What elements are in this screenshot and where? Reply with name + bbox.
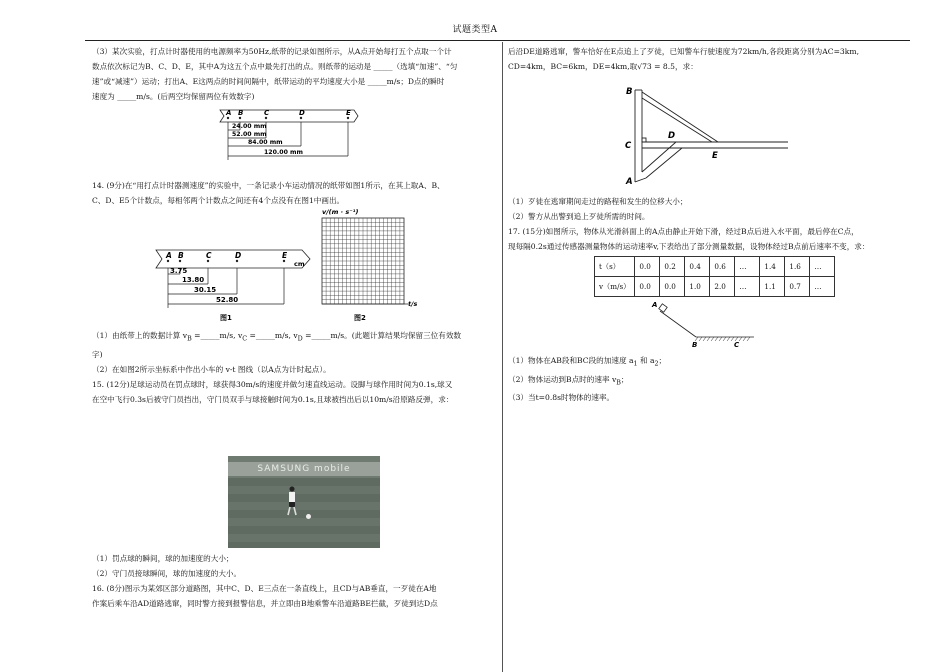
- q15-answer2: （2）守门员接球瞬间，球的加速度的大小。: [92, 569, 242, 578]
- tape2-label-b: B: [178, 251, 184, 260]
- table-cell: 1.4: [760, 257, 785, 277]
- tape2-label-a: A: [166, 251, 172, 260]
- tape1-dim-1: 24.00 mm: [232, 123, 267, 130]
- tape-figure-2: [92, 208, 492, 326]
- velocity-table: [594, 256, 835, 297]
- tape2-label-e: E: [282, 251, 288, 260]
- slope-label-b: B: [692, 341, 698, 349]
- q17-answer2: （2）物体运动到B点时的速率 $v_B$；: [508, 374, 629, 387]
- q13-line2: 数点依次标记为B、C、D、E，其中A为这五个点中最先打出的点。则纸带的运动是 _____（选填“加速”、“匀: [92, 62, 458, 71]
- q16-cont-line2: CD=4km，BC=6km，DE=4km,取√73 = 8.5，求：: [508, 62, 698, 71]
- tape2-dim-4: 52.80: [216, 296, 239, 304]
- table-cell: 0.0: [660, 277, 685, 297]
- q17-line2: 现每隔0.2s通过传感器测量物体的运动速率v,下表给出了部分测量数据，设物体经过B点前后速率不变，求：: [508, 242, 870, 251]
- vt-yaxis-label: v/(m · s⁻¹): [322, 208, 359, 216]
- table-cell: 0.4: [685, 257, 710, 277]
- table-cell: 1.0: [685, 277, 710, 297]
- q16-answer2: （2）警方从出警到追上歹徒所需的时间。: [508, 212, 650, 221]
- tape1-label-b: B: [238, 109, 244, 117]
- table-cell: …: [810, 257, 835, 277]
- q13-line4: 速度为 _____m/s。(后两空均保留两位有效数字): [92, 92, 255, 101]
- table-cell: 0.7: [785, 277, 810, 297]
- tape1-dim-4: 120.00 mm: [264, 149, 303, 156]
- figure2-caption: 图2: [354, 314, 366, 322]
- road-label-c: C: [625, 141, 632, 151]
- q14-answer1: （1）由纸带上的数据计算 $v_B$ =_____m/s, $v_C$ =_____m/s, $v_D$ =_____m/s。(此题计算结果均保留三位有效数: [92, 331, 462, 343]
- tape-figure-1: [92, 106, 492, 164]
- table-cell: 1.1: [760, 277, 785, 297]
- table-cell: …: [810, 277, 835, 297]
- vt-grid: [322, 208, 417, 322]
- slope-label-a: A: [652, 301, 658, 309]
- table-cell: v（m/s）: [595, 277, 635, 297]
- table-cell: 0.0: [635, 257, 660, 277]
- road-label-d: D: [668, 131, 676, 141]
- header-rule: [85, 40, 910, 41]
- road-map-figure: [508, 76, 908, 188]
- q16-line1: 16. (8分)图示为某郊区部分道路图，其中C、D、E三点在一条直线上，且CD与AB垂直，一歹徒在A地: [92, 584, 437, 593]
- table-cell: 0.6: [710, 257, 735, 277]
- q14-answer2: （2）在如图2所示坐标系中作出小车的 v-t 图线（以A点为计时起点）。: [92, 364, 331, 374]
- q13-line1: （3）某次实验，打点计时器使用的电源频率为50Hz,纸带的记录如图所示，从A点开始每打五个点取一个计: [92, 47, 452, 56]
- table-row: [595, 277, 835, 297]
- left-column-bottom: [92, 551, 492, 611]
- tape2-dim-1: 3.75: [170, 267, 188, 275]
- q17-answer3: （3）当t=0.8s时物体的速率。: [508, 393, 615, 403]
- q14-line1: 14. (9分)在“用打点计时器测速度”的实验中，一条记录小车运动情况的纸带如图1所示，在其上取A、B、: [92, 181, 445, 190]
- tape1-dim-2: 52.00 mm: [232, 131, 267, 138]
- table-row: [595, 257, 835, 277]
- page-header: 试题类型A: [452, 25, 498, 35]
- table-cell: 1.6: [785, 257, 810, 277]
- q13-line3: 速”或“减速”）运动；打出A、E这两点的时间间隔中，纸带运动的平均速度大小是 _____m/s；D点的瞬时: [92, 77, 445, 86]
- figure1-caption: 图1: [220, 314, 232, 322]
- road-label-e: E: [712, 151, 718, 161]
- slope-figure: [508, 297, 908, 353]
- vt-xaxis-label: t/s: [408, 300, 418, 308]
- column-divider: [502, 42, 503, 672]
- left-column: [92, 44, 492, 407]
- table-cell: …: [735, 277, 760, 297]
- road-label-b: B: [626, 87, 633, 97]
- tape1-label-d: D: [299, 109, 305, 117]
- penalty-kick-photo: [228, 456, 380, 548]
- q16-answer1: （1）歹徒在逃窜期间走过的路程和发生的位移大小；: [508, 197, 688, 206]
- tape1-dim-3: 84.00 mm: [248, 139, 283, 146]
- tape2-label-c: C: [206, 251, 212, 260]
- q14-line2: C、D、E5个计数点，每相邻两个计数点之间还有4个点没有在图1中画出。: [92, 196, 345, 205]
- q15-line2: 在空中飞行0.3s后被守门员挡出，守门员双手与球接触时间为0.1s,且球被挡出后以10m/s沿原路反弹，求：: [92, 394, 454, 404]
- tape2-dim-2: 13.80: [182, 276, 205, 284]
- q15-line1: 15. (12分)足球运动员在罚点球时，球获得30m/s的速度并做匀速直线运动。设脚与球作用时间为0.1s,球又: [92, 379, 453, 389]
- table-cell: 0.2: [660, 257, 685, 277]
- q16-cont-line1: 后沿DE道路逃窜，警车恰好在E点追上了歹徒，已知警车行驶速度为72km/h,各段距离分别为AC=3km,: [508, 47, 859, 56]
- q15-answer1: （1）罚点球的瞬间，球的加速度的大小；: [92, 554, 234, 563]
- player-figure: [286, 486, 298, 516]
- tape1-label-c: C: [264, 109, 270, 117]
- q17-answer1: （1）物体在AB段和BC段的加速度 $a_1$ 和 $a_2$；: [508, 356, 667, 368]
- tape2-dim-3: 30.15: [194, 286, 217, 294]
- road-label-a: A: [626, 177, 633, 187]
- stadium-board: SAMSUNG mobile: [228, 462, 380, 476]
- tape1-label-e: E: [346, 109, 351, 117]
- q14-answer1-cont: 字): [92, 349, 103, 359]
- table-cell: …: [735, 257, 760, 277]
- right-column: [508, 44, 908, 405]
- tape2-unit: cm: [294, 260, 305, 268]
- ball-icon: [306, 514, 311, 519]
- table-cell: 0.0: [635, 277, 660, 297]
- q16-line2: 作案后乘车沿AD道路逃窜，同时警方接到报警信息，并立即由B地乘警车沿道路BE拦截，歹徒到达D点: [92, 599, 438, 608]
- tape1-label-a: A: [226, 109, 232, 117]
- q17-line1: 17. (15分)如图所示，物体从光滑斜面上的A点由静止开始下滑，经过B点后进入水平面，最后停在C点，: [508, 227, 859, 236]
- table-cell: t（s）: [595, 257, 635, 277]
- slope-label-c: C: [734, 341, 740, 349]
- table-cell: 2.0: [710, 277, 735, 297]
- tape2-label-d: D: [235, 251, 242, 260]
